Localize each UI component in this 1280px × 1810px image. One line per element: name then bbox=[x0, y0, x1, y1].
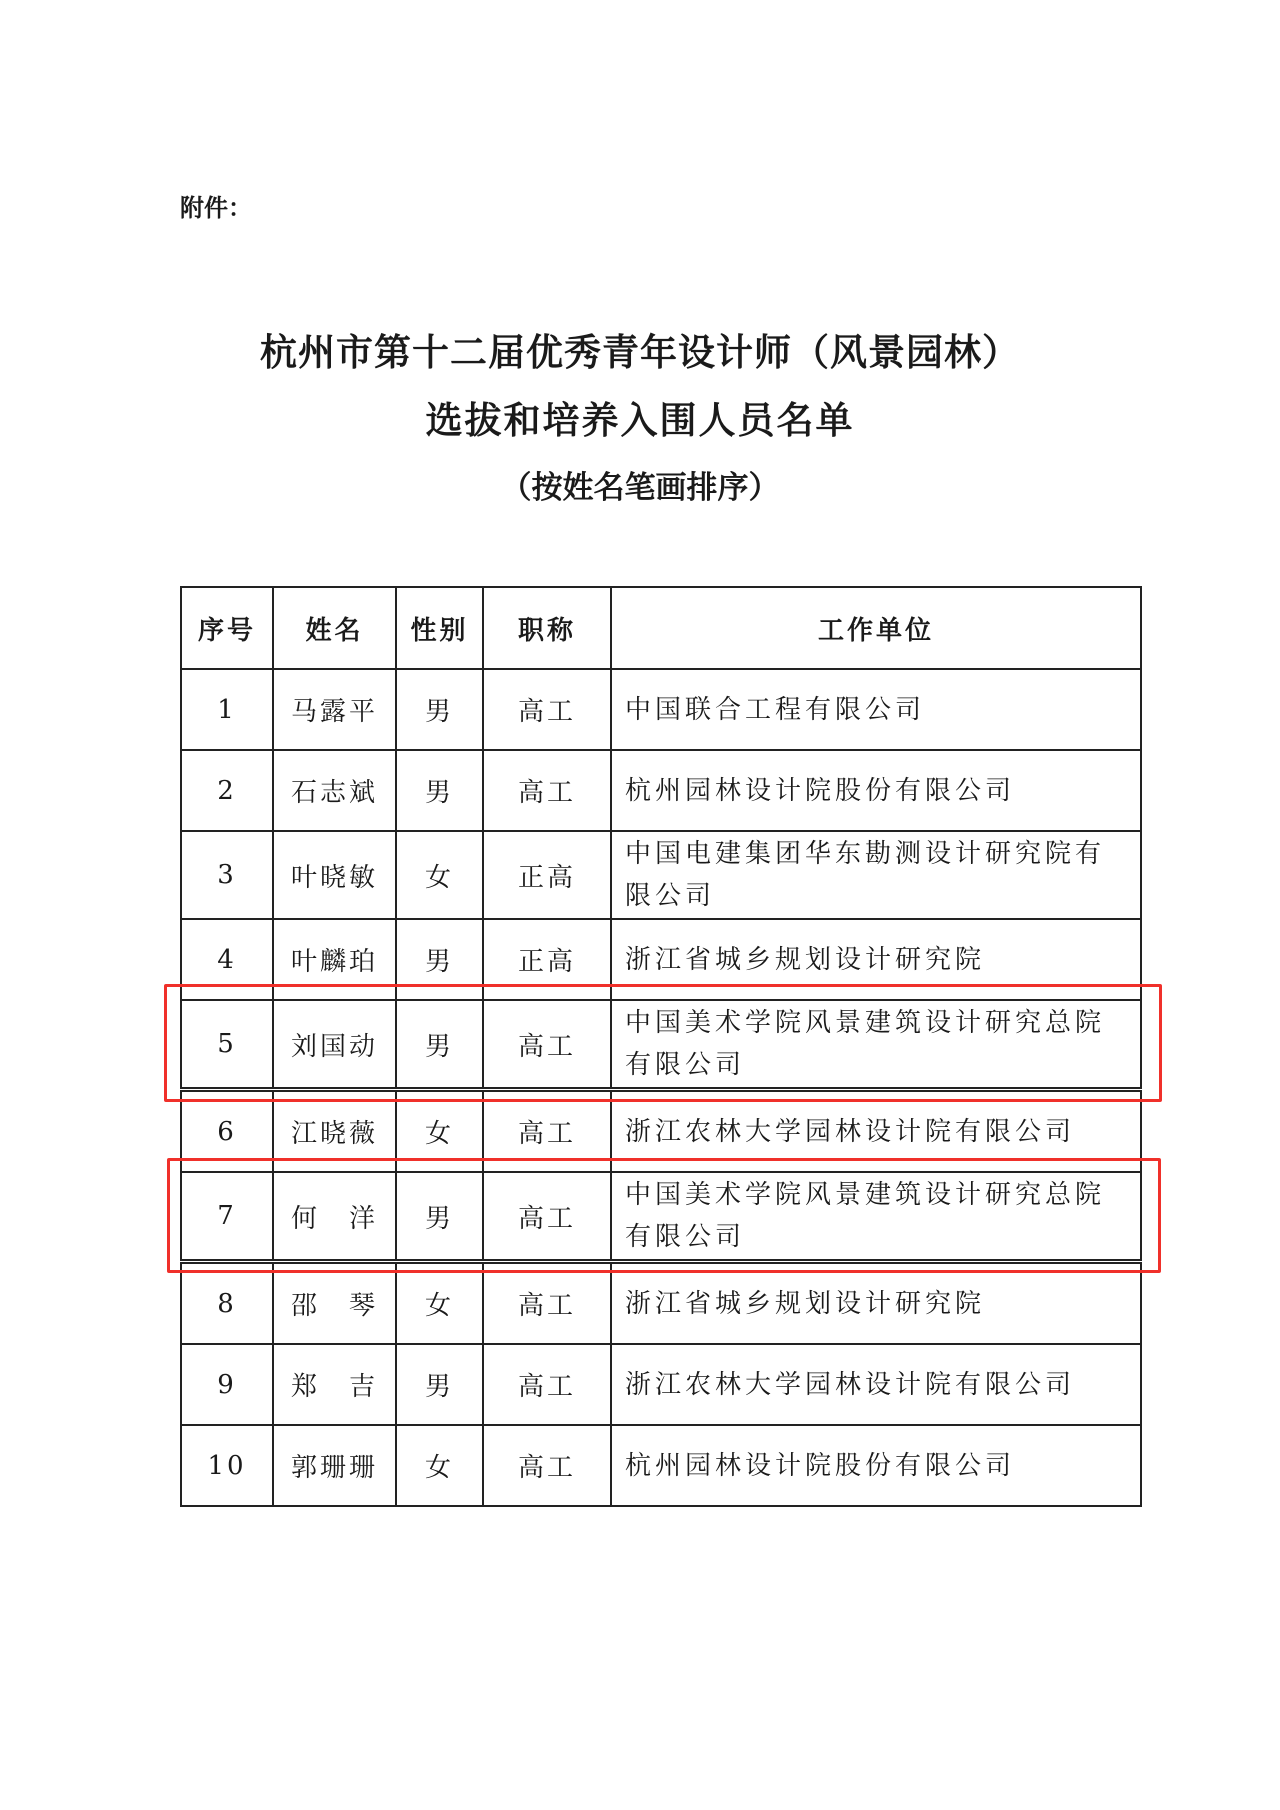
highlight-box-row-5 bbox=[164, 984, 1162, 1102]
cell-gender: 女 bbox=[396, 1262, 483, 1345]
cell-no: 5 bbox=[181, 1000, 273, 1090]
cell-unit: 中国联合工程有限公司 bbox=[611, 669, 1141, 750]
table-header-row bbox=[181, 587, 1141, 669]
cell-gender: 男 bbox=[396, 669, 483, 750]
document-title-line2: 选拔和培养入围人员名单 bbox=[425, 398, 855, 442]
attachment-label: 附件： bbox=[180, 193, 252, 222]
cell-gender: 女 bbox=[396, 1090, 483, 1173]
cell-no: 1 bbox=[181, 669, 273, 750]
table-row bbox=[181, 1425, 1141, 1506]
cell-name: 叶晓敏 bbox=[273, 831, 396, 919]
cell-gender: 男 bbox=[396, 1344, 483, 1425]
cell-unit: 中国美术学院风景建筑设计研究总院有限公司 bbox=[611, 1000, 1141, 1090]
cell-title: 高工 bbox=[483, 1172, 611, 1262]
cell-gender: 男 bbox=[396, 1172, 483, 1262]
cell-name: 刘国动 bbox=[273, 1000, 396, 1090]
cell-gender: 男 bbox=[396, 750, 483, 831]
cell-unit: 杭州园林设计院股份有限公司 bbox=[611, 750, 1141, 831]
header-title: 职称 bbox=[483, 587, 611, 669]
cell-unit: 浙江农林大学园林设计院有限公司 bbox=[611, 1090, 1141, 1173]
header-unit: 工作单位 bbox=[611, 587, 1141, 669]
cell-name: 马露平 bbox=[273, 669, 396, 750]
table-row bbox=[181, 1262, 1141, 1345]
cell-title: 正高 bbox=[483, 831, 611, 919]
table-row bbox=[181, 1344, 1141, 1425]
cell-title: 正高 bbox=[483, 919, 611, 1000]
header-name: 姓名 bbox=[273, 587, 396, 669]
cell-title: 高工 bbox=[483, 1090, 611, 1173]
cell-name: 郑 吉 bbox=[273, 1344, 396, 1425]
header-gender: 性别 bbox=[396, 587, 483, 669]
cell-no: 3 bbox=[181, 831, 273, 919]
cell-title: 高工 bbox=[483, 1262, 611, 1345]
document-title-line1: 杭州市第十二届优秀青年设计师（风景园林） bbox=[260, 330, 1020, 374]
cell-unit: 中国电建集团华东勘测设计研究院有限公司 bbox=[611, 831, 1141, 919]
cell-name: 郭珊珊 bbox=[273, 1425, 396, 1506]
cell-no: 10 bbox=[181, 1425, 273, 1506]
cell-no: 8 bbox=[181, 1262, 273, 1345]
table-row bbox=[181, 750, 1141, 831]
cell-name: 江晓薇 bbox=[273, 1090, 396, 1173]
cell-title: 高工 bbox=[483, 1425, 611, 1506]
table-row bbox=[181, 831, 1141, 919]
cell-title: 高工 bbox=[483, 669, 611, 750]
cell-no: 7 bbox=[181, 1172, 273, 1262]
cell-name: 叶麟珀 bbox=[273, 919, 396, 1000]
cell-name: 何 洋 bbox=[273, 1172, 396, 1262]
cell-no: 2 bbox=[181, 750, 273, 831]
highlight-box-row-7 bbox=[167, 1158, 1161, 1273]
cell-title: 高工 bbox=[483, 1000, 611, 1090]
cell-gender: 男 bbox=[396, 919, 483, 1000]
header-no: 序号 bbox=[181, 587, 273, 669]
cell-unit: 浙江省城乡规划设计研究院 bbox=[611, 919, 1141, 1000]
cell-no: 4 bbox=[181, 919, 273, 1000]
cell-name: 邵 琴 bbox=[273, 1262, 396, 1345]
cell-title: 高工 bbox=[483, 1344, 611, 1425]
cell-name: 石志斌 bbox=[273, 750, 396, 831]
document-subtitle: （按姓名笔画排序） bbox=[500, 470, 780, 506]
cell-unit: 浙江省城乡规划设计研究院 bbox=[611, 1262, 1141, 1345]
cell-gender: 女 bbox=[396, 1425, 483, 1506]
cell-unit: 中国美术学院风景建筑设计研究总院有限公司 bbox=[611, 1172, 1141, 1262]
cell-title: 高工 bbox=[483, 750, 611, 831]
cell-unit: 浙江农林大学园林设计院有限公司 bbox=[611, 1344, 1141, 1425]
cell-no: 6 bbox=[181, 1090, 273, 1173]
cell-no: 9 bbox=[181, 1344, 273, 1425]
table-row bbox=[181, 669, 1141, 750]
cell-gender: 男 bbox=[396, 1000, 483, 1090]
cell-unit: 杭州园林设计院股份有限公司 bbox=[611, 1425, 1141, 1506]
cell-gender: 女 bbox=[396, 831, 483, 919]
